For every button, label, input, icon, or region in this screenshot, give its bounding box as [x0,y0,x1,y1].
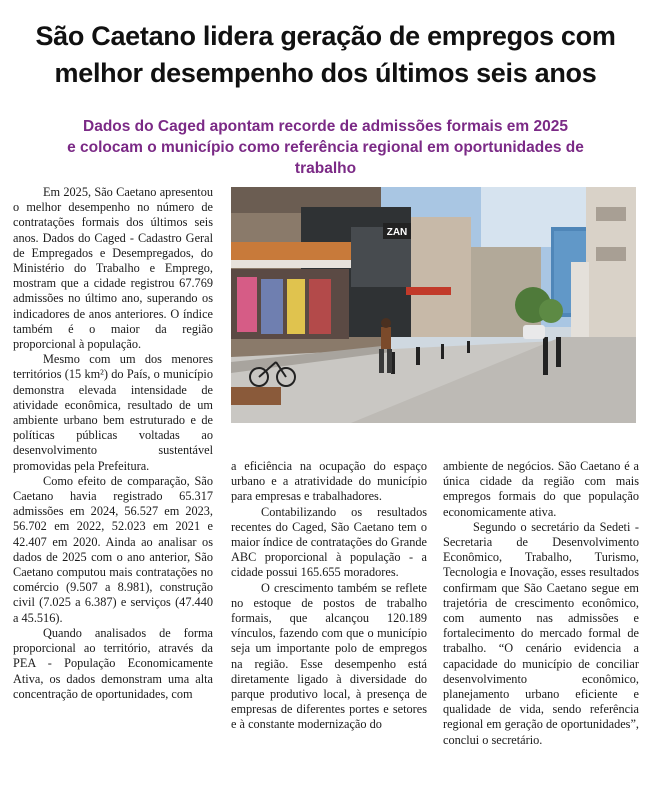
article-column-2 [231,459,427,733]
headline-line-2: melhor desempenho dos últimos seis anos [54,58,597,88]
paragraph: O crescimento também se reflete no estoque de postos de trabalho formais, que alcançou 120.189 vínculos, fazendo com que o município seja um importante polo de empregos na região. Esse desempenho está diretamente ligado à diversidade do parque produtivo local, à presença de empresas de diferentes portes e setores e à constante modernização do [231,580,427,732]
headline [10,18,641,92]
article-column-3 [443,459,639,748]
article-column-1 [13,185,213,702]
store-sign-text: ZAN [386,227,408,238]
paragraph: Mesmo com um dos menores territórios (15 km²) do País, o município demonstra elevada intensidade de atividade econômica, resultado de um ambiente urbano bem estruturado e de políticas públicas voltadas ao desenvolvimento sustentável promovidas pela Prefeitura. [13,352,213,473]
paragraph: Em 2025, São Caetano apresentou o melhor desempenho no número de contratações formais dos últimos seis anos. Dados do Caged - Cadastro Geral de Empregados e Desempregados, do Ministério do Trabalho e Emprego, mostram que a cidade registrou 67.769 admissões no último ano, superando os indicadores de anos anteriores. O índice também é o maior da região proporcional à população. [13,185,213,352]
subheadline-line-1: Dados do Caged apontam recorde de admissões formais em 2025 [83,118,568,135]
headline-line-1: São Caetano lidera geração de empregos com [35,21,616,51]
subheadline-line-2: e colocam o município como referência regional em oportunidades de trabalho [67,139,584,177]
paragraph: Segundo o secretário da Sedeti - Secretaria de Desenvolvimento Econômico, Trabalho, Turismo, Tecnologia e Inovação, esses resultados confirmam que São Caetano segue em trajetória de crescimento econômico, com aumento nas admissões e fortalecimento do mercado formal de trabalho. “O cenário evidencia a capacidade do município de conciliar desenvolvimento econômico, planejamento urbano eficiente e qualidade de vida, sendo referência regional em geração de oportunidades”, conclui o secretário. [443,519,639,747]
street-photo [231,187,636,423]
street-scene-illustration [231,187,636,423]
paragraph: a eficiência na ocupação do espaço urbano e a atratividade do município para empresas e trabalhadores. [231,459,427,504]
paragraph: ambiente de negócios. São Caetano é a única cidade da região com mais empregos formais do que população economicamente ativa. [443,459,639,519]
paragraph: Contabilizando os resultados recentes do Caged, São Caetano tem o maior índice de contratações do Grande ABC proporcional à população - a cidade possui 165.655 moradores. [231,504,427,580]
subheadline [40,116,611,179]
paragraph: Como efeito de comparação, São Caetano havia registrado 65.317 admissões em 2024, 56.527 em 2023, 56.702 em 2022, 52.023 em 2021 e 42.407 em 2020. Ainda ao analisar os dados de 2025 com o ano anterior, São Caetano computou mais contratações no comércio (9.507 a 8.981), construção civil (7.025 a 6.387) e serviços (47.440 a 45.516). [13,473,213,625]
paragraph: Quando analisados de forma proporcional ao território, através da PEA - População Economicamente Ativa, os dados demonstram uma alta concentração de oportunidades, com [13,625,213,701]
